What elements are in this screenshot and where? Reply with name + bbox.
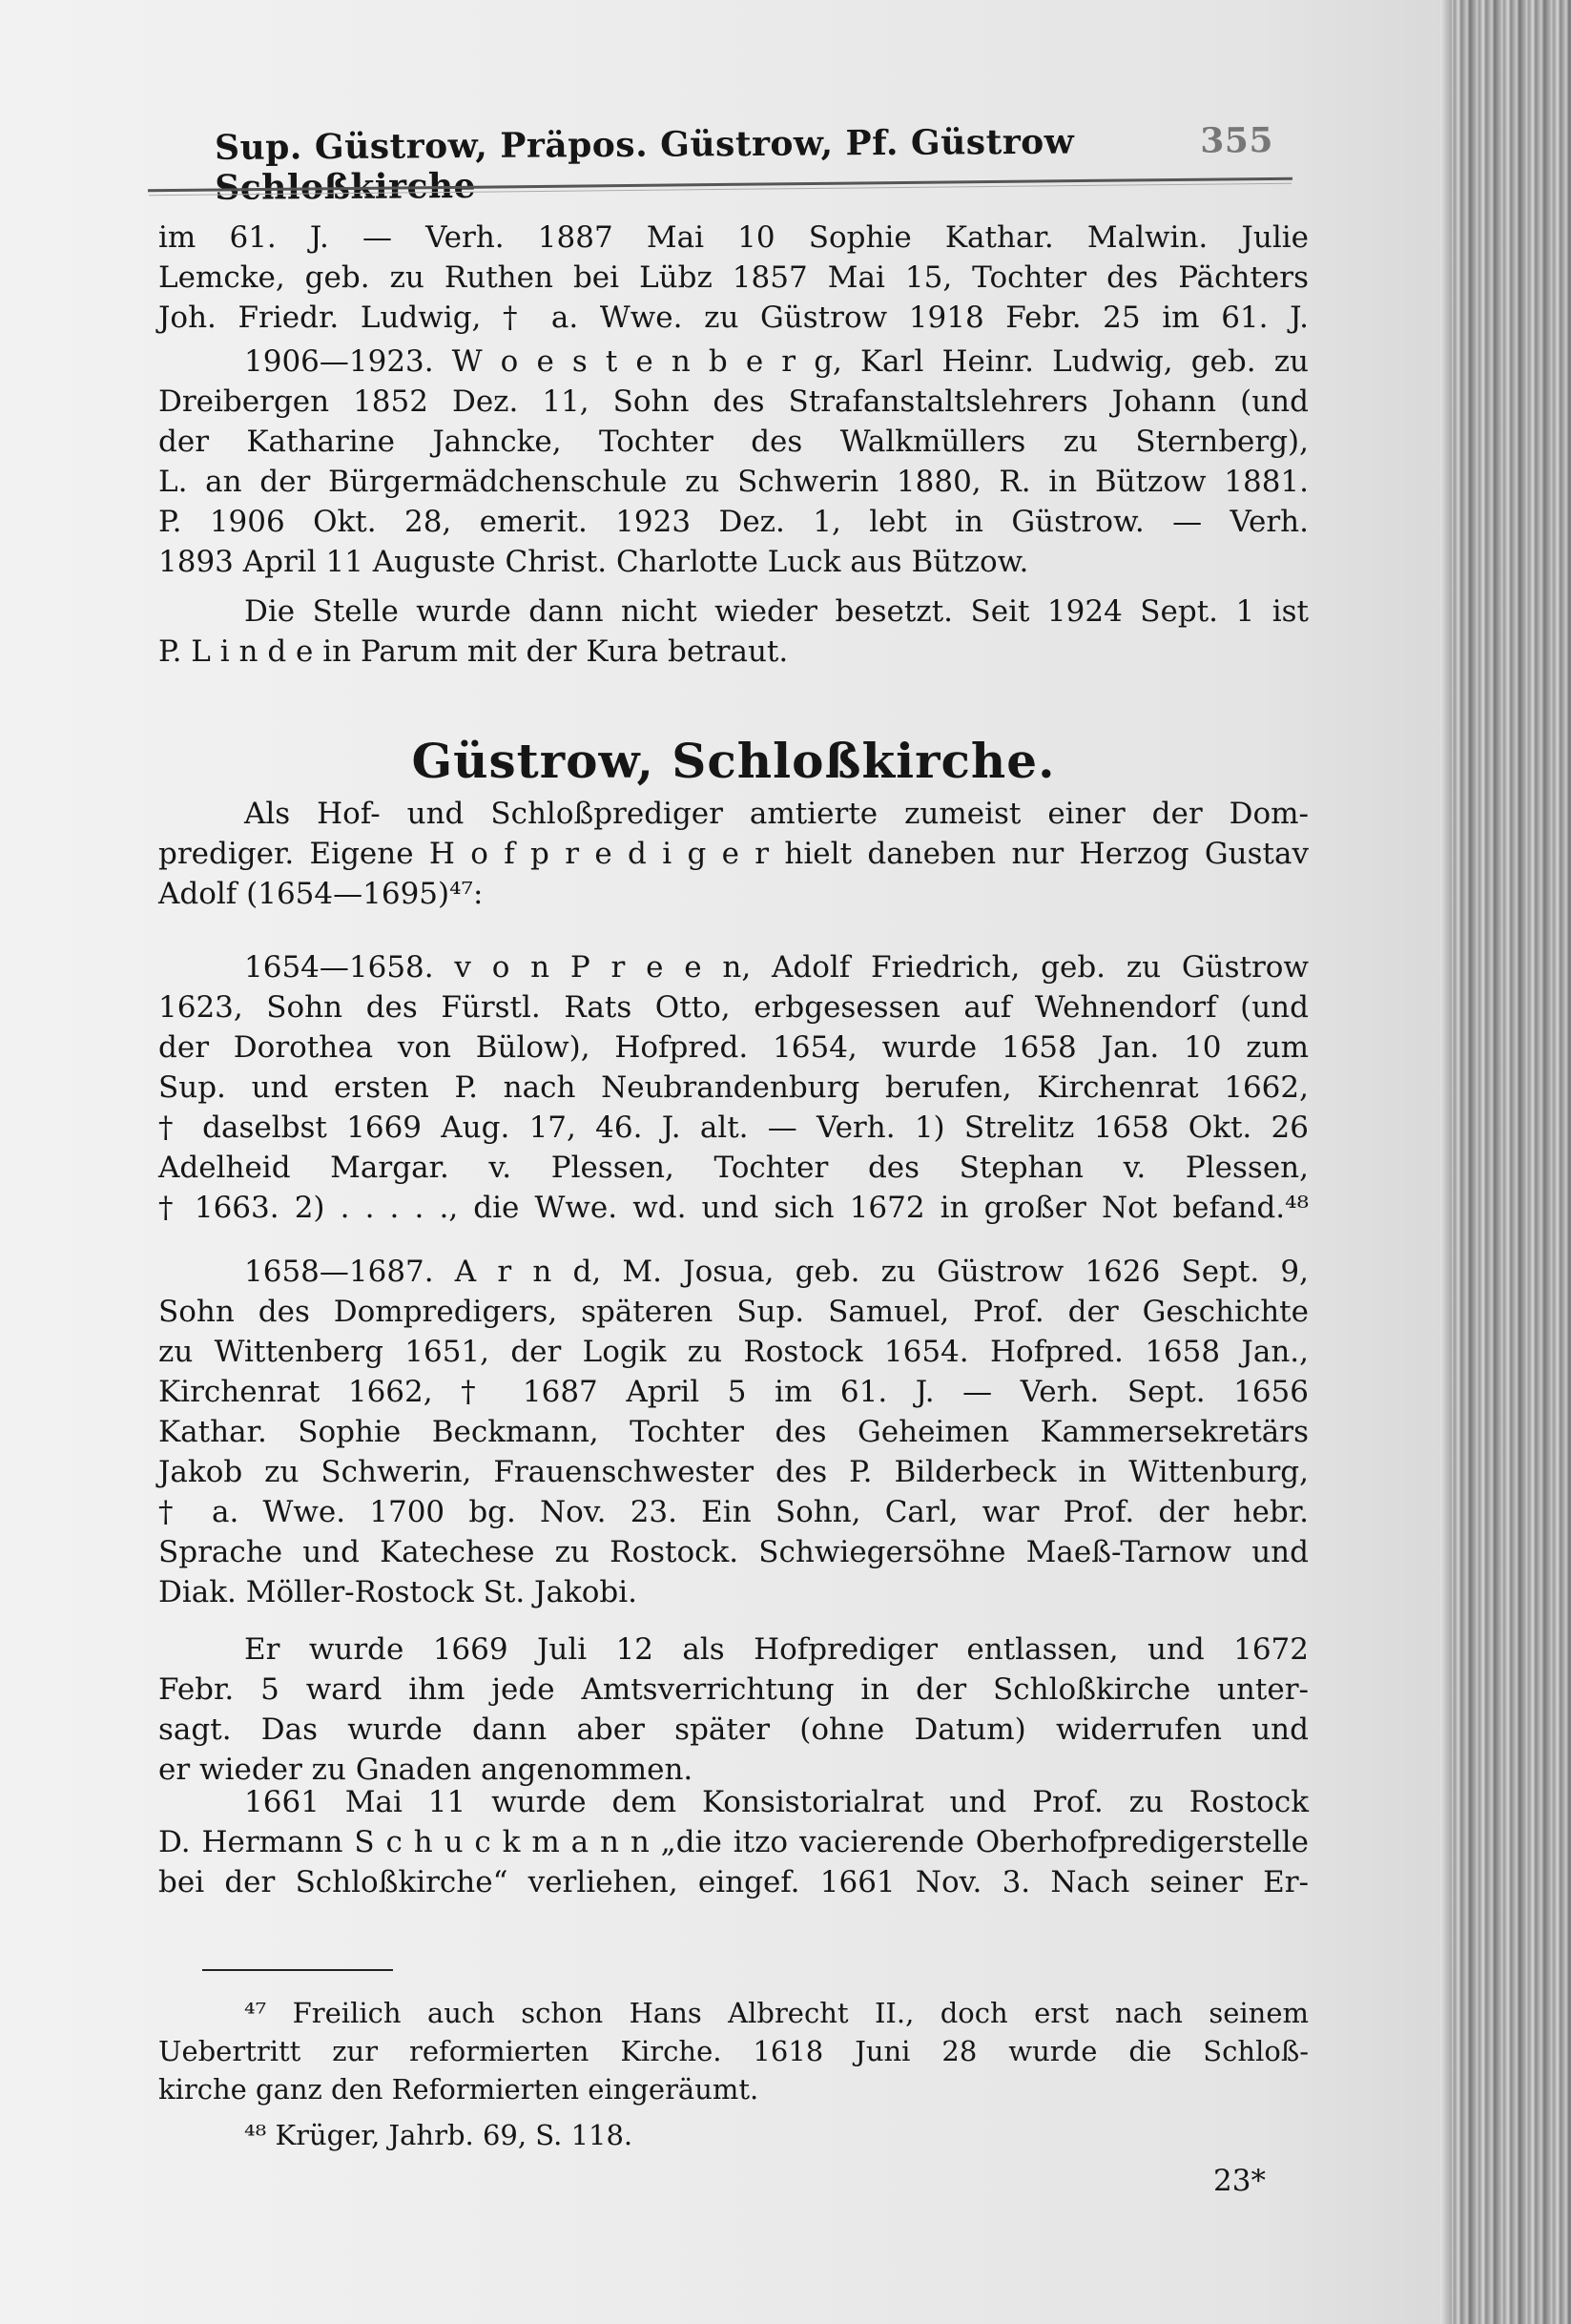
text-line: prediger. Eigene H o f p r e d i g e r hielt daneben nur Herzog Gustav — [158, 837, 1309, 871]
footnote — [158, 2116, 1309, 2154]
text-line: 1906—1923. W o e s t e n b e r g, Karl Heinr. Ludwig, geb. zu — [244, 344, 1309, 379]
text-line: 1658—1687. A r n d, M. Josua, geb. zu Güstrow 1626 Sept. 9, — [244, 1255, 1309, 1289]
text-line: der Katharine Jahncke, Tochter des Walkmüllers zu Sternberg), — [158, 425, 1309, 459]
paragraph — [158, 591, 1309, 672]
text-line: Lemcke, geb. zu Ruthen bei Lübz 1857 Mai 15, Tochter des Pächters — [158, 260, 1309, 295]
text-line: der Dorothea von Bülow), Hofpred. 1654, wurde 1658 Jan. 10 zum — [158, 1030, 1309, 1065]
text-line: † 1663. 2) . . . . ., die Wwe. wd. und sich 1672 in großer Not befand.⁴⁸ — [158, 1191, 1309, 1225]
signature-mark: 23* — [1213, 2164, 1266, 2198]
paragraph — [158, 794, 1309, 914]
footnote-rule — [202, 1969, 393, 1971]
text-line: ⁴⁷ Freilich auch schon Hans Albrecht II., doch erst nach seinem — [244, 1997, 1309, 2029]
page-number: 355 — [1200, 120, 1274, 161]
text-line: sagt. Das wurde dann aber später (ohne Datum) widerrufen und — [158, 1712, 1309, 1747]
running-title: Sup. Güstrow, Präpos. Güstrow, Pf. Güstrow Schloßkirche — [214, 121, 1075, 208]
paragraph — [158, 947, 1309, 1228]
text-line: Als Hof- und Schloßprediger amtierte zumeist einer der Dom- — [244, 797, 1309, 831]
paragraph — [158, 1782, 1309, 1902]
text-line: † a. Wwe. 1700 bg. Nov. 23. Ein Sohn, Carl, war Prof. der hebr. — [158, 1495, 1309, 1529]
text-line: Diak. Möller-Rostock St. Jakobi. — [158, 1575, 638, 1609]
text-line: Dreibergen 1852 Dez. 11, Sohn des Strafanstaltslehrers Johann (und — [158, 384, 1309, 419]
text-line: † daselbst 1669 Aug. 17, 46. J. alt. — Verh. 1) Strelitz 1658 Okt. 26 — [158, 1110, 1309, 1145]
text-line: Uebertritt zur reformierten Kirche. 1618 Juni 28 wurde die Schloß- — [158, 2035, 1309, 2067]
paragraph — [158, 1629, 1309, 1790]
text-line: P. 1906 Okt. 28, emerit. 1923 Dez. 1, lebt in Güstrow. — Verh. — [158, 505, 1309, 539]
paragraph — [158, 1252, 1309, 1612]
footnote — [158, 1994, 1309, 2108]
text-line: im 61. J. — Verh. 1887 Mai 10 Sophie Kathar. Malwin. Julie — [158, 220, 1309, 255]
text-line: D. Hermann S c h u c k m a n n „die itzo vacierende Oberhofpredigerstelle — [158, 1825, 1309, 1859]
text-line: Sohn des Dompredigers, späteren Sup. Samuel, Prof. der Geschichte — [158, 1295, 1309, 1329]
text-line: Sprache und Katechese zu Rostock. Schwiegersöhne Maeß-Tarnow und — [158, 1535, 1309, 1569]
text-line: L. an der Bürgermädchenschule zu Schwerin 1880, R. in Bützow 1881. — [158, 465, 1309, 499]
paragraph — [158, 218, 1309, 338]
text-line: kirche ganz den Reformierten eingeräumt. — [158, 2073, 759, 2106]
text-line: ⁴⁸ Krüger, Jahrb. 69, S. 118. — [244, 2119, 633, 2151]
text-line: Joh. Friedr. Ludwig, † a. Wwe. zu Güstrow 1918 Febr. 25 im 61. J. — [158, 301, 1309, 335]
section-heading: Güstrow, Schloßkirche. — [411, 733, 1056, 789]
text-line: 1893 April 11 Auguste Christ. Charlotte Luck aus Bützow. — [158, 545, 1029, 579]
text-line: Febr. 5 ward ihm jede Amtsverrichtung in der Schloßkirche unter- — [158, 1672, 1309, 1707]
text-line: zu Wittenberg 1651, der Logik zu Rostock 1654. Hofpred. 1658 Jan., — [158, 1335, 1309, 1369]
text-line: 1623, Sohn des Fürstl. Rats Otto, erbgesessen auf Wehnendorf (und — [158, 990, 1309, 1025]
text-line: Kirchenrat 1662, † 1687 April 5 im 61. J. — Verh. Sept. 1656 — [158, 1375, 1309, 1409]
text-line: 1661 Mai 11 wurde dem Konsistorialrat und Prof. zu Rostock — [244, 1785, 1309, 1819]
text-line: 1654—1658. v o n P r e e n, Adolf Friedrich, geb. zu Güstrow — [244, 950, 1309, 985]
text-line: Jakob zu Schwerin, Frauenschwester des P. Bilderbeck in Wittenburg, — [158, 1455, 1309, 1489]
text-line: P. L i n d e in Parum mit der Kura betraut. — [158, 634, 789, 669]
page-gutter-edge — [1440, 0, 1452, 2324]
paragraph — [158, 342, 1309, 582]
text-line: Sup. und ersten P. nach Neubrandenburg berufen, Kirchenrat 1662, — [158, 1070, 1309, 1105]
text-line: bei der Schloßkirche“ verliehen, eingef. 1661 Nov. 3. Nach seiner Er- — [158, 1865, 1309, 1899]
running-header — [214, 120, 1274, 208]
text-line: er wieder zu Gnaden angenommen. — [158, 1753, 693, 1787]
text-line: Kathar. Sophie Beckmann, Tochter des Geheimen Kammersekretärs — [158, 1415, 1309, 1449]
text-line: Die Stelle wurde dann nicht wieder besetzt. Seit 1924 Sept. 1 ist — [244, 594, 1309, 629]
text-line: Adolf (1654—1695)⁴⁷: — [158, 877, 484, 911]
text-line: Adelheid Margar. v. Plessen, Tochter des Stephan v. Plessen, — [158, 1151, 1309, 1185]
text-line: Er wurde 1669 Juli 12 als Hofprediger entlassen, und 1672 — [244, 1632, 1309, 1667]
book-spine-edge — [1452, 0, 1571, 2324]
